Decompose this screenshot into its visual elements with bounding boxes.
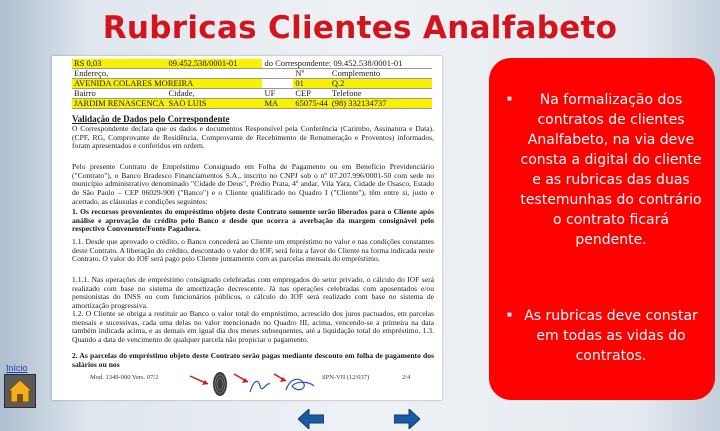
red-arrow-icon xyxy=(234,374,248,383)
witness-rubric-icon xyxy=(250,381,270,392)
clause-2-paragraph: 2. As parcelas do empréstimo objeto deste Contrato serão pagas mediante desconto em folha de pagamento dos salários ou nos xyxy=(72,351,434,369)
home-button[interactable] xyxy=(4,374,36,408)
callout-bullet-1: Na formalização dos contratos de clientes Analfabeto, na via deve consta a digital do cliente e as rubricas das duas testemunhas do contrário o contrato ficará pendente. xyxy=(520,92,702,248)
next-slide-button[interactable] xyxy=(394,409,420,429)
fingerprint-icon xyxy=(213,372,227,396)
client-form-table xyxy=(72,59,432,109)
clause-1-1-1-paragraph: 1.1.1. Nas operações de empréstimo consignado celebradas com empregados do setor privado, o cálculo do IOF será realizado com base no sistema de amortização decrescente. Já nas operações celebradas com aposentados e/ou pensionistas do INSS ou com funcionários públicos, o cálculo do IOF será realizado com base no sistema de amortização progressiva. xyxy=(72,275,434,311)
table-row: AVENIDA COLARES MOREIRA 01 Q.2 xyxy=(72,79,432,89)
clause-1-2-paragraph: 1.2. O Cliente se obriga a restituir ao Banco o valor total do empréstimo, acrescido dos juros pactuados, em parcelas mensais e sucessivas, cada uma delas no valor mencionado no Quadro III, acima, vencendo-se a primeira na data também indicada acima, e as demais em igual dia dos meses subsequentes, até a liquidação total do empréstimo. 1.3. Quando a data de vencimento de qualquer parcela não propiciar o pagamento. xyxy=(72,309,434,345)
contract-intro-paragraph: Pelo presente Contrato de Empréstimo Consignado em Folha de Pagamento ou em Benefício Previdenciário ("Contrato"), o Banco Bradesco Financiamentos S.A., inscrito no CNPJ sob o nº 07.207.996/0001-50 com sede no município administrativo denominado "Cidade de Deus", Prédio Prata, 4º andar, Vila Yara, Cidade de Osasco, Estado de São Paulo – CEP 06029-900 ("Banco") e o Cliente qualificado no Quadro I ("Cliente"), têm entre si, justo e acertado, as cláusulas e condições seguintes: xyxy=(72,162,434,206)
bullet-icon: ■ xyxy=(507,94,512,103)
table-row: Bairro Cidade, UF CEP Telefone xyxy=(72,89,432,99)
table-row: JARDIM RENASCENCA SAO LUIS MA 65075-44 (98) 332134737 xyxy=(72,99,432,109)
inicio-link[interactable]: Início xyxy=(6,363,28,373)
table-row: RS 0,03 09.452.538/0001-01 do Correspondente: 09.452.538/0001-01 xyxy=(72,59,432,69)
home-icon xyxy=(5,375,35,407)
red-arrow-icon xyxy=(274,374,286,382)
table-row: Endereço, Nº Complemento xyxy=(72,69,432,79)
witness-rubric-icon xyxy=(286,379,314,390)
declaration-paragraph: O Correspondente declara que os dados e documentos Responsível pela Conferência (Carimbo, Assinatura e Data). (CPF, RG, Comprovante de Residência, Comprovante de Recebimento de Renumeração e Proventos) informados, foram apresentados e conferidos em ordem. xyxy=(72,124,434,151)
section-heading: Validação de Dados pelo Correspondente xyxy=(72,114,230,124)
bullet-icon: ■ xyxy=(507,310,512,319)
clause-1-paragraph: 1. Os recursos provenientes do empréstimo objeto deste Contrato somente serão liberados para o Cliente após análise e aprovação do crédito pelo Banco e desde que ocorra a averbação da margem consignável pelo respectivo Convenente/Fonte Pagadora. xyxy=(72,207,434,234)
red-arrow-icon xyxy=(190,376,208,385)
callout-bullet-2: As rubricas deve constar em todas as vidas do contratos. xyxy=(524,308,698,364)
previous-slide-button[interactable] xyxy=(298,409,324,429)
contract-document-image: RS 0,03 09.452.538/0001-01 do Correspondente: 09.452.538/0001-01 Endereço, Nº Complemento AVENIDA COLARES MOREIRA 01 Q.2 Bairro Cidade, UF CEP Telefone JARDIM RENASCENCA SAO LUIS MA 65075-44 (98) 332134737 Validação de Dados pelo Correspondente O Correspondente declara que os dados e documentos Responsível pela Conferência (Carimbo, Assinatura e Data). (CPF, RG, Comprovante de Residência, Comprovante de Recebimento de Renumeração e Proventos) informados, foram apresentados e conferidos em ordem. Pelo presente Contrato de Empréstimo Consignado em Folha de Pagamento ou em Benefício Previdenciário ("Contrato"), o Banco Bradesco Financiamentos S.A., inscrito no CNPJ sob o nº 07.207.996/0001-50 com sede no município administrativo denominado "Cidade de Deus", Prédio Prata, 4º andar, Vila Yara, Cidade de Osasco, Estado de São Paulo – CEP 06029-900 ("Banco") e o Cliente qualificado no Quadro I ("Cliente"), têm entre si, justo e acertado, as cláusulas e condições seguintes: 1. Os recursos provenientes do empréstimo objeto deste Contrato somente serão liberados para o Cliente após análise e aprovação do crédito pelo Banco e desde que ocorra a averbação da margem consignável pelo respectivo Convenente/Fonte Pagadora. 1.1. Desde que aprovado o crédito, o Banco concederá ao Cliente um empréstimo no valor e nas condições constantes deste Contrato. A liberação do crédito, descontado o valor do IOF, será feita a favor do Cliente na forma indicada neste Contrato. O valor do IOF será pago pelo Cliente juntamente com as parcelas mensais do empréstimo. 1.1.1. Nas operações de empréstimo consignado celebradas com empregados do setor privado, o cálculo do IOF será realizado com base no sistema de amortização decrescente. Já nas operações celebradas com aposentados e/ou pensionistas do INSS ou com funcionários públicos, o cálculo do IOF será realizado com base no sistema de amortização progressiva. 1.2. O Cliente se obriga a restituir ao Banco o valor total do empréstimo, acrescido dos juros pactuados, em parcelas mensais e sucessivas, cada uma delas no valor mencionado no Quadro III, acima, vencendo-se a primeira na data também indicada acima, e as demais em igual dia dos meses subsequentes, até a liquidação total do empréstimo. 1.3. Quando a data de vencimento de qualquer parcela não propiciar o pagamento. 2. As parcelas do empréstimo objeto deste Contrato serão pagas mediante desconto em folha de pagamento dos salários ou nos Mod. 1349-000 Vers. 07/2 SPN-VII (12/037) 2/4 xyxy=(52,56,442,400)
fingerprint-and-rubrics xyxy=(182,364,322,400)
info-callout xyxy=(489,58,715,400)
clause-1-1-paragraph: 1.1. Desde que aprovado o crédito, o Banco concederá ao Cliente um empréstimo no valor e nas condições constantes deste Contrato. A liberação do crédito, descontado o valor do IOF, será feita a favor do Cliente na forma indicada neste Contrato. O valor do IOF será pago pelo Cliente juntamente com as parcelas mensais do empréstimo. xyxy=(72,237,434,264)
slide-title: Rubricas Clientes Analfabeto xyxy=(102,10,618,46)
